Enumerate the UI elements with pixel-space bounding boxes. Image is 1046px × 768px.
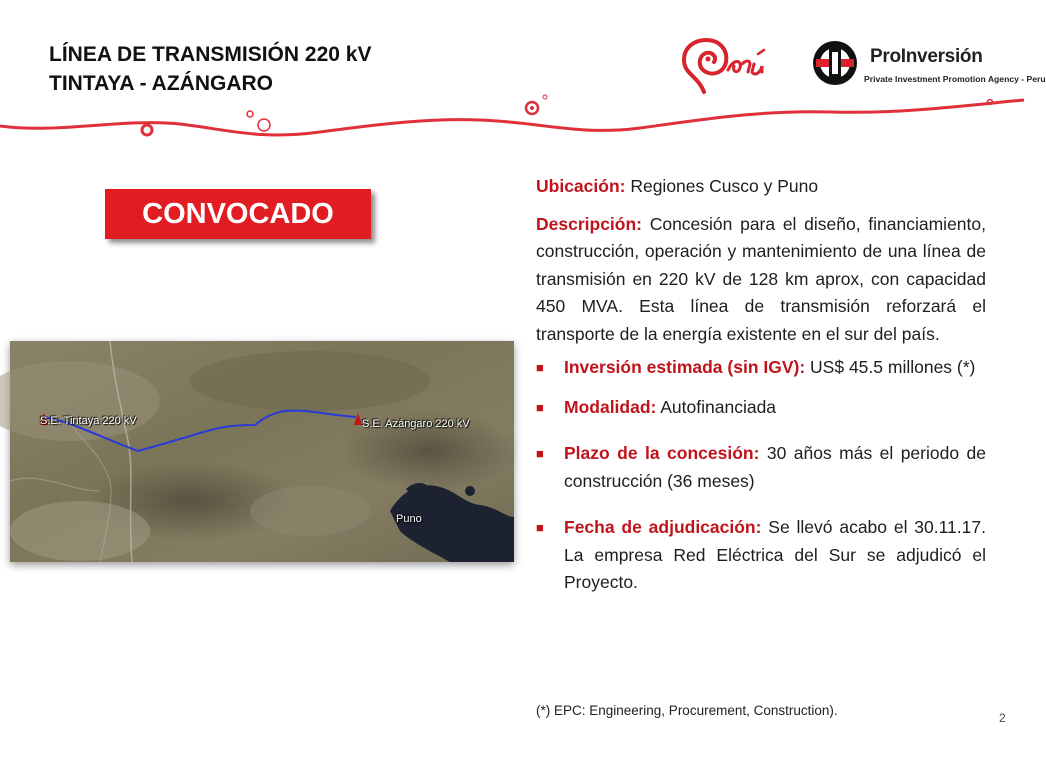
footnote: (*) EPC: Engineering, Procurement, Construction). — [536, 703, 838, 718]
title-line-1: LÍNEA DE TRANSMISIÓN 220 kV — [49, 43, 372, 66]
location-value: Regiones Cusco y Puno — [625, 176, 819, 196]
bullet-square-icon: ■ — [536, 520, 544, 535]
bullet-square-icon: ■ — [536, 360, 544, 375]
proinversion-name: ProInversión — [870, 46, 983, 67]
map-label-azangaro: S.E. Azángaro 220 kV — [362, 418, 470, 430]
concession-term-value: 30 años más el periodo de construcción (36 meses) — [564, 443, 986, 491]
description-value: Concesión para el diseño, financiamiento, construcción, operación y mantenimiento de una línea de transmisión en 220 kV de 128 km aprox, con capacidad 450 MVA. Esta línea de transmisión reforzará el transporte de la energía existente en el sur del país. — [536, 213, 986, 344]
map-image — [10, 341, 514, 562]
concession-term-label: Plazo de la concesión: — [564, 443, 760, 463]
proinversion-logo-icon — [810, 38, 860, 88]
map-label-puno: Puno — [396, 513, 422, 525]
project-details — [536, 173, 986, 597]
description-paragraph — [536, 211, 986, 349]
page-number: 2 — [999, 711, 1006, 725]
modality-value: Autofinanciada — [656, 396, 777, 417]
award-date-item — [536, 514, 986, 597]
proinversion-subtitle: Private Investment Promotion Agency - Peru — [864, 74, 1046, 84]
concession-term-item — [536, 440, 986, 495]
location-label: Ubicación: — [536, 176, 626, 196]
title-line-2: TINTAYA - AZÁNGARO — [49, 72, 274, 95]
investment-item — [536, 354, 986, 382]
award-date-label: Fecha de adjudicación: — [564, 517, 762, 537]
status-badge: CONVOCADO — [105, 189, 371, 239]
bullet-square-icon: ■ — [536, 446, 544, 461]
map-label-tintaya: S.E. Tintaya 220 kV — [40, 415, 137, 427]
investment-label: Inversión estimada (sin IGV): — [564, 357, 806, 377]
investment-value: US$ 45.5 millones (*) — [805, 357, 976, 377]
award-date-value: Se llevó acabo el 30.11.17. La empresa Red Eléctrica del Sur se adjudicó el Proyecto. — [564, 517, 986, 592]
location-line — [536, 173, 986, 201]
modality-item — [536, 394, 986, 422]
modality-label: Modalidad: — [564, 396, 657, 417]
route-map — [10, 341, 514, 562]
peru-brand-logo — [676, 36, 796, 96]
decorative-wave — [0, 88, 1024, 148]
bullet-square-icon: ■ — [536, 399, 544, 415]
description-label: Descripción: — [536, 213, 642, 234]
